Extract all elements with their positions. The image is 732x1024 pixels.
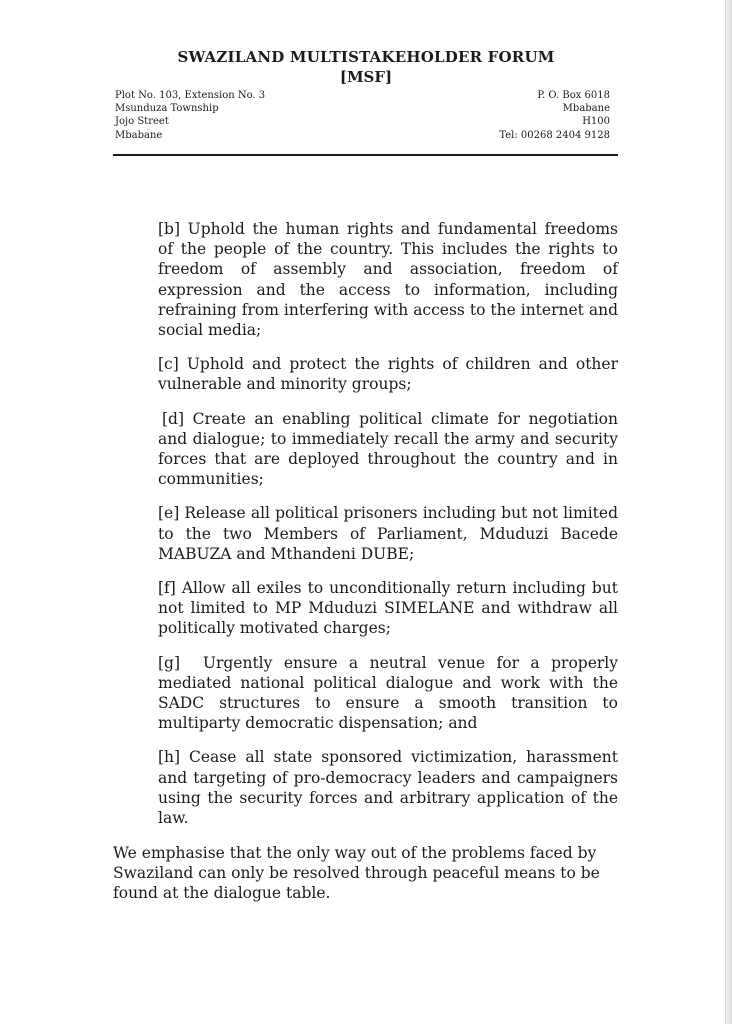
- address-line: Plot No. 103, Extension No. 3: [115, 90, 266, 101]
- letterhead-title: SWAZILAND MULTISTAKEHOLDER FORUM: [177, 48, 555, 66]
- telephone-line: Tel: 00268 2404 9128: [499, 129, 610, 141]
- postal-line: Mbabane: [562, 103, 610, 115]
- address-line: Mbabane: [115, 129, 163, 141]
- postal-line: P. O. Box 6018: [537, 90, 610, 101]
- page-edge-shadow: [726, 0, 732, 1024]
- address-line: Jojo Street: [115, 116, 169, 128]
- demand-item-h: [h] Cease all state sponsored victimization, harassment and targeting of pro-democracy leaders and campaigners using the security forces and arbitrary application of the law.: [158, 748, 618, 828]
- demand-item-e: [e] Release all political prisoners including but not limited to the two Members of Parliament, Mduduzi Bacede MABUZA and Mthandeni DUBE;: [158, 504, 618, 563]
- demand-item-c: [c] Uphold and protect the rights of children and other vulnerable and minority groups;: [158, 355, 618, 394]
- address-left: [115, 89, 265, 142]
- postal-line: H100: [582, 116, 610, 128]
- demand-item-f: [f] Allow all exiles to unconditionally return including but not limited to MP Mduduzi SIMELANE and withdraw all politically motivated charges;: [158, 579, 618, 638]
- closing-paragraph: We emphasise that the only way out of the problems faced by Swaziland can only be resolved through peaceful means to be found at the dialogue table.: [113, 844, 600, 903]
- demand-item-d: [d] Create an enabling political climate for negotiation and dialogue; to immediately recall the army and security forces that are deployed throughout the country and in communities;: [158, 409, 618, 489]
- header-divider: [113, 154, 618, 156]
- address-line: Msunduza Township: [115, 103, 219, 115]
- demand-item-b: [b] Uphold the human rights and fundamental freedoms of the people of the country. This includes the rights to freedom of assembly and association, freedom of expression and the access to information, including refraining from interfering with access to the internet and social media;: [158, 220, 618, 340]
- address-right: [499, 89, 610, 142]
- letterhead-abbreviation: [MSF]: [339, 68, 393, 86]
- demands-list: [158, 219, 623, 842]
- demand-item-g: [g] Urgently ensure a neutral venue for a properly mediated national political dialogue and work with the SADC structures to ensure a smooth transition to multiparty democratic dispensation; and: [158, 653, 623, 733]
